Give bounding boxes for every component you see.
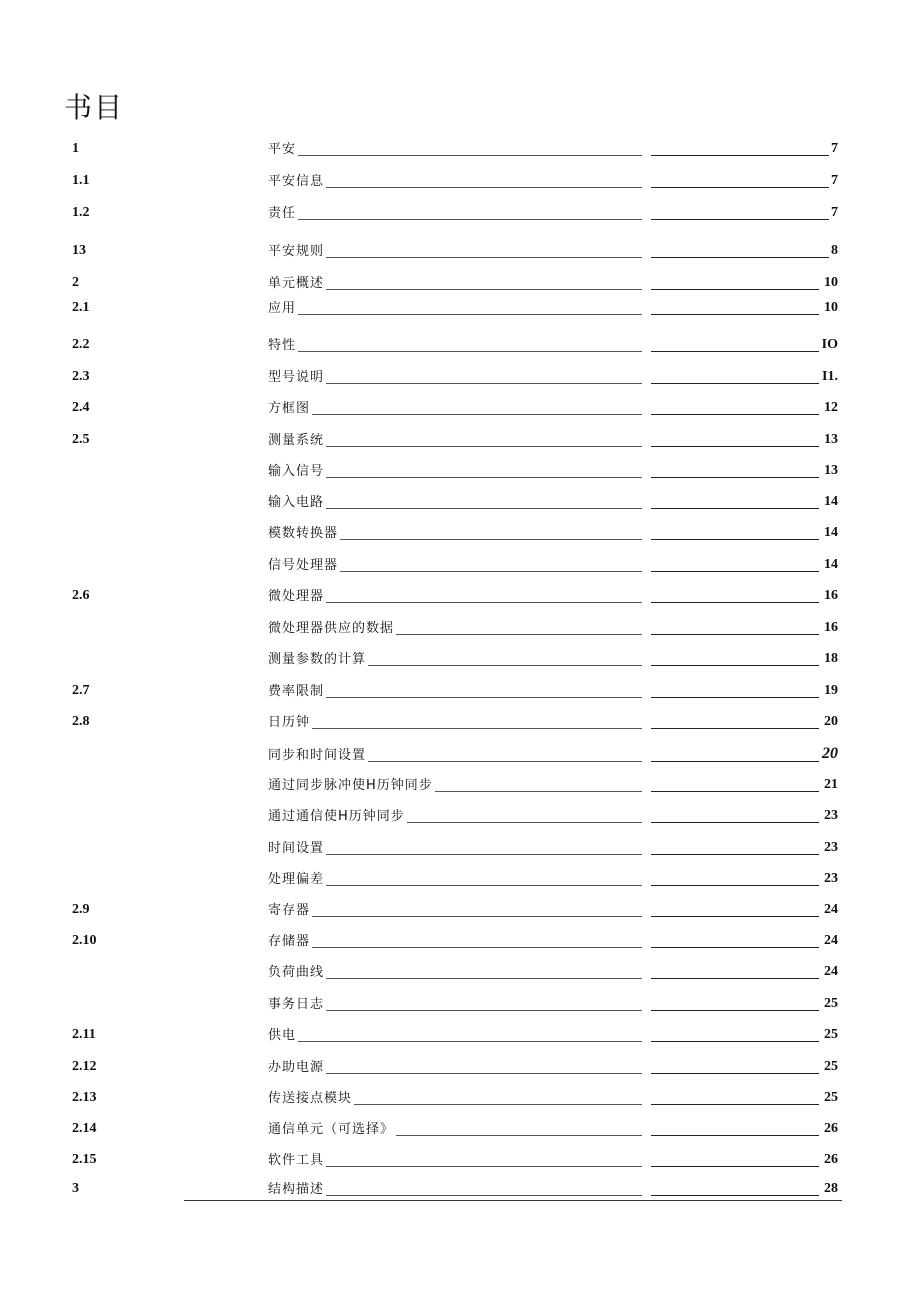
bottom-divider bbox=[184, 1200, 842, 1201]
page-number: 18 bbox=[824, 651, 838, 666]
toc-row[interactable] bbox=[0, 489, 920, 513]
page-number: 13 bbox=[824, 432, 838, 447]
section-number: 2.15 bbox=[72, 1152, 97, 1167]
page-leader-line bbox=[651, 289, 819, 290]
page-leader-line bbox=[651, 602, 819, 603]
section-number: 2.8 bbox=[72, 714, 90, 729]
leader-line bbox=[268, 728, 642, 729]
section-title[interactable]: 负荷曲线 bbox=[268, 961, 326, 980]
toc-row[interactable] bbox=[0, 136, 920, 160]
section-title[interactable]: 事务日志 bbox=[268, 993, 326, 1012]
section-number: 13 bbox=[72, 243, 86, 258]
page-number: 24 bbox=[824, 964, 838, 979]
section-title[interactable]: 日历钟 bbox=[268, 711, 312, 730]
toc-row[interactable] bbox=[0, 200, 920, 224]
page-leader-line bbox=[651, 1073, 819, 1074]
toc-row[interactable] bbox=[0, 615, 920, 639]
page-number: 16 bbox=[824, 620, 838, 635]
toc-row[interactable] bbox=[0, 395, 920, 419]
section-title[interactable]: 责任 bbox=[268, 202, 298, 221]
page-leader-line bbox=[651, 978, 819, 979]
page-number: 14 bbox=[824, 557, 838, 572]
toc-row[interactable] bbox=[0, 678, 920, 702]
toc-row[interactable] bbox=[0, 1054, 920, 1078]
toc-row[interactable] bbox=[0, 835, 920, 859]
page-leader-line bbox=[651, 539, 819, 540]
toc-row[interactable] bbox=[0, 1116, 920, 1140]
page-leader-line bbox=[651, 822, 819, 823]
section-number: 2.12 bbox=[72, 1059, 97, 1074]
toc-row[interactable] bbox=[0, 897, 920, 921]
page-number: 21 bbox=[824, 777, 838, 792]
section-title[interactable]: 输入信号 bbox=[268, 460, 326, 479]
page-number: 10 bbox=[824, 275, 838, 290]
page-leader-line bbox=[651, 571, 819, 572]
section-number: 2.7 bbox=[72, 683, 90, 698]
page-number: 24 bbox=[824, 902, 838, 917]
toc-row[interactable] bbox=[0, 866, 920, 890]
toc-row[interactable] bbox=[0, 959, 920, 983]
section-title[interactable]: 模数转换器 bbox=[268, 522, 340, 541]
toc-row[interactable] bbox=[0, 427, 920, 451]
page-number: 25 bbox=[824, 1090, 838, 1105]
leader-line bbox=[268, 219, 642, 220]
page-leader-line bbox=[651, 634, 819, 635]
section-number: 2.11 bbox=[72, 1027, 96, 1042]
toc-row[interactable] bbox=[0, 295, 920, 319]
toc-row[interactable] bbox=[0, 1022, 920, 1046]
toc-row[interactable] bbox=[0, 552, 920, 576]
section-title[interactable]: 输入电路 bbox=[268, 491, 326, 510]
page-leader-line bbox=[651, 947, 819, 948]
page-leader-line bbox=[651, 314, 819, 315]
page-number: 14 bbox=[824, 494, 838, 509]
leader-line bbox=[268, 314, 642, 315]
page-leader-line bbox=[651, 697, 819, 698]
section-title[interactable]: 平安信息 bbox=[268, 170, 326, 189]
toc-row[interactable] bbox=[0, 168, 920, 192]
page-leader-line bbox=[651, 1166, 819, 1167]
page-leader-line bbox=[651, 219, 829, 220]
page-leader-line bbox=[651, 1135, 819, 1136]
page-number: 20 bbox=[824, 714, 838, 729]
page-number: 8 bbox=[831, 243, 838, 258]
page-leader-line bbox=[651, 1010, 819, 1011]
toc-row[interactable] bbox=[0, 458, 920, 482]
toc-row[interactable] bbox=[0, 364, 920, 388]
page-leader-line bbox=[651, 916, 819, 917]
page-leader-line bbox=[651, 761, 819, 762]
page-number: 13 bbox=[824, 463, 838, 478]
section-number: 1.2 bbox=[72, 205, 90, 220]
section-title[interactable]: 微处理器 bbox=[268, 585, 326, 604]
section-title[interactable]: 测量系统 bbox=[268, 429, 326, 448]
toc-row[interactable] bbox=[0, 238, 920, 262]
page-number: 25 bbox=[824, 996, 838, 1011]
section-title[interactable]: 存储器 bbox=[268, 930, 312, 949]
toc-row[interactable] bbox=[0, 520, 920, 544]
section-number: 2.6 bbox=[72, 588, 90, 603]
section-number: 2.5 bbox=[72, 432, 90, 447]
page-leader-line bbox=[651, 187, 829, 188]
section-number: 2.3 bbox=[72, 369, 90, 384]
section-title[interactable]: 软件工具 bbox=[268, 1149, 326, 1168]
section-title[interactable]: 寄存器 bbox=[268, 899, 312, 918]
page-number: 7 bbox=[831, 205, 838, 220]
section-number: 2.2 bbox=[72, 337, 90, 352]
section-title[interactable]: 供电 bbox=[268, 1024, 298, 1043]
section-number: 2.4 bbox=[72, 400, 90, 415]
page-leader-line bbox=[651, 885, 819, 886]
leader-line bbox=[268, 351, 642, 352]
toc-row[interactable] bbox=[0, 1147, 920, 1171]
section-title[interactable]: 通信单元（可选择》 bbox=[268, 1118, 396, 1137]
section-title[interactable]: 通过同步脉冲使H历钟同步 bbox=[268, 774, 435, 793]
leader-line bbox=[268, 155, 642, 156]
page-number: 25 bbox=[824, 1027, 838, 1042]
section-number: 2.10 bbox=[72, 933, 97, 948]
toc-row[interactable] bbox=[0, 742, 920, 766]
section-number: 2.1 bbox=[72, 300, 90, 315]
toc-row[interactable] bbox=[0, 270, 920, 294]
page-leader-line bbox=[651, 508, 819, 509]
page-leader-line bbox=[651, 854, 819, 855]
toc-row[interactable] bbox=[0, 772, 920, 796]
page-number: 23 bbox=[824, 871, 838, 886]
section-title[interactable]: 微处理器供应的数据 bbox=[268, 617, 396, 636]
leader-line bbox=[268, 947, 642, 948]
toc-row[interactable] bbox=[0, 803, 920, 827]
section-title[interactable]: 信号处理器 bbox=[268, 554, 340, 573]
leader-line bbox=[268, 916, 642, 917]
section-title[interactable]: 处理偏差 bbox=[268, 868, 326, 887]
page-number: 24 bbox=[824, 933, 838, 948]
section-title[interactable]: 通过通信使H历钟同步 bbox=[268, 805, 407, 824]
page-leader-line bbox=[651, 477, 819, 478]
page-number: 12 bbox=[824, 400, 838, 415]
section-title[interactable]: 办助电源 bbox=[268, 1056, 326, 1075]
section-title[interactable]: 应用 bbox=[268, 297, 298, 316]
section-number: 2 bbox=[72, 275, 79, 290]
page-number: 10 bbox=[824, 300, 838, 315]
section-title[interactable]: 单元概述 bbox=[268, 272, 326, 291]
section-title[interactable]: 方框图 bbox=[268, 397, 312, 416]
section-title[interactable]: 传送接点模块 bbox=[268, 1087, 354, 1106]
page-number: IO bbox=[821, 337, 838, 352]
page-number: 16 bbox=[824, 588, 838, 603]
page-number: 26 bbox=[824, 1152, 838, 1167]
section-title[interactable]: 时间设置 bbox=[268, 837, 326, 856]
page-number: 7 bbox=[831, 173, 838, 188]
page-number: I1. bbox=[822, 369, 838, 384]
toc-row[interactable] bbox=[0, 332, 920, 356]
page-leader-line bbox=[651, 383, 819, 384]
section-title[interactable]: 结构描述 bbox=[268, 1178, 326, 1197]
page-leader-line bbox=[651, 351, 819, 352]
page-number: 26 bbox=[824, 1121, 838, 1136]
section-number: 1 bbox=[72, 141, 79, 156]
page-leader-line bbox=[651, 257, 829, 258]
section-title[interactable]: 平安 bbox=[268, 138, 298, 157]
page-number: 7 bbox=[831, 141, 838, 156]
section-number: 2.13 bbox=[72, 1090, 97, 1105]
toc-row[interactable] bbox=[0, 583, 920, 607]
leader-line bbox=[268, 414, 642, 415]
page-leader-line bbox=[651, 665, 819, 666]
section-title[interactable]: 费率限制 bbox=[268, 680, 326, 699]
page-leader-line bbox=[651, 446, 819, 447]
toc-row[interactable] bbox=[0, 991, 920, 1015]
page-number: 25 bbox=[824, 1059, 838, 1074]
page-leader-line bbox=[651, 1041, 819, 1042]
section-number: 2.14 bbox=[72, 1121, 97, 1136]
toc-row[interactable] bbox=[0, 928, 920, 952]
page-number: 28 bbox=[824, 1181, 838, 1196]
page-leader-line bbox=[651, 791, 819, 792]
section-title[interactable]: 特性 bbox=[268, 334, 298, 353]
page-leader-line bbox=[651, 414, 819, 415]
section-number: 2.9 bbox=[72, 902, 90, 917]
page-number: 23 bbox=[824, 840, 838, 855]
section-number: 1.1 bbox=[72, 173, 90, 188]
page-leader-line bbox=[651, 728, 819, 729]
toc-row[interactable] bbox=[0, 709, 920, 733]
page-number: 19 bbox=[824, 683, 838, 698]
toc-row[interactable] bbox=[0, 1176, 920, 1200]
section-number: 3 bbox=[72, 1181, 79, 1196]
page-leader-line bbox=[651, 155, 829, 156]
page-number: 23 bbox=[824, 808, 838, 823]
page-title: 书目 bbox=[64, 91, 125, 124]
page-number: 20 bbox=[822, 745, 838, 762]
page-number: 14 bbox=[824, 525, 838, 540]
section-title[interactable]: 同步和时间设置 bbox=[268, 744, 368, 763]
page-leader-line bbox=[651, 1104, 819, 1105]
leader-line bbox=[268, 1041, 642, 1042]
page-leader-line bbox=[651, 1195, 819, 1196]
toc-row[interactable] bbox=[0, 1085, 920, 1109]
section-title[interactable]: 测量参数的计算 bbox=[268, 648, 368, 667]
toc-row[interactable] bbox=[0, 646, 920, 670]
section-title[interactable]: 平安规则 bbox=[268, 240, 326, 259]
section-title[interactable]: 型号说明 bbox=[268, 366, 326, 385]
